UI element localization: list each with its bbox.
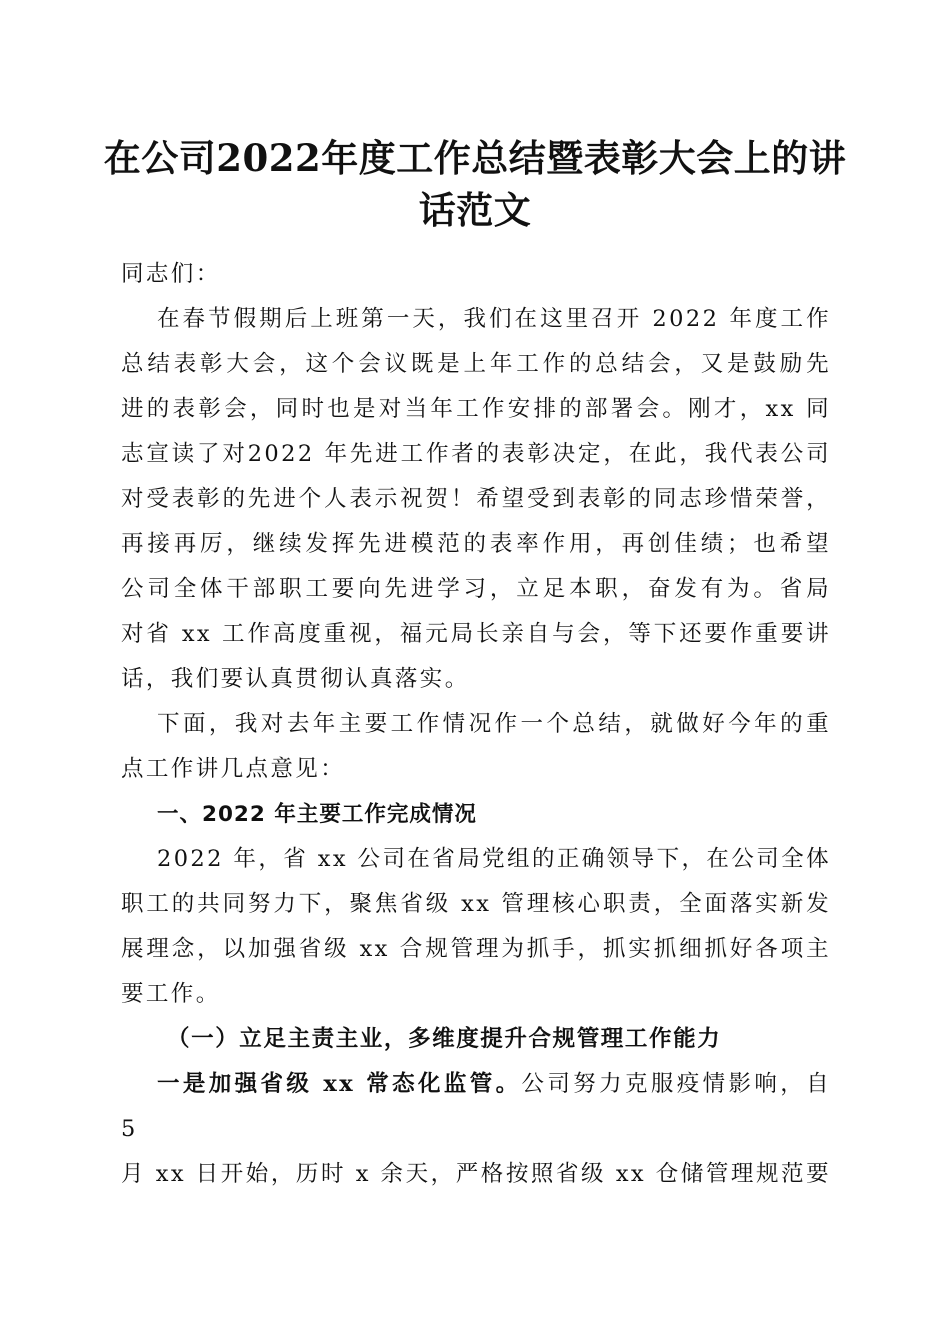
text-line: 公司全体干部职工要向先进学习，立足本职，奋发有为。省局 [121, 576, 831, 602]
text-line: 下面，我对去年主要工作情况作一个总结，就做好今年的重 [157, 711, 831, 737]
document-body [121, 252, 831, 1197]
subsection-heading: （一）立足主责主业，多维度提升合规管理工作能力 [167, 1026, 722, 1052]
paragraph-intro [121, 702, 831, 792]
text-line: 2022 年，省 xx 公司在省局党组的正确领导下，在公司全体 [157, 846, 831, 872]
paragraph-opening [121, 297, 831, 702]
lead-phrase: 一是加强省级 xx 常态化监管。 [157, 1071, 522, 1097]
title-line-1: 在公司2022年度工作总结暨表彰大会上的讲 [103, 136, 847, 180]
section-heading: 一、2022 年主要工作完成情况 [157, 802, 477, 827]
text-line: 话，我们要认真贯彻认真落实。 [121, 666, 470, 692]
text-line: 对受表彰的先进个人表示祝贺！希望受到表彰的同志珍惜荣誉， [121, 486, 831, 512]
text-line: 职工的共同努力下，聚焦省级 xx 管理核心职责，全面落实新发 [121, 891, 831, 917]
text-line: 对省 xx 工作高度重视，福元局长亲自与会，等下还要作重要讲 [121, 621, 831, 647]
text-line: 月 xx 日开始，历时 x 余天，严格按照省级 xx 仓储管理规范要 [121, 1161, 831, 1187]
text-line: 要工作。 [121, 981, 221, 1007]
salutation: 同志们： [121, 261, 221, 287]
document-title [100, 132, 850, 236]
text-span: 公司努力克服疫情影响，自 5 [121, 1071, 831, 1142]
text-line [121, 1062, 831, 1152]
paragraph-summary [121, 837, 831, 1017]
paragraph-supervision [121, 1062, 831, 1197]
text-line: 志宣读了对2022 年先进工作者的表彰决定，在此，我代表公司 [121, 441, 831, 467]
text-line: 再接再厉，继续发挥先进模范的表率作用，再创佳绩；也希望 [121, 531, 831, 557]
text-line: 点工作讲几点意见： [121, 756, 346, 782]
text-line: 总结表彰大会，这个会议既是上年工作的总结会，又是鼓励先 [121, 351, 831, 377]
text-line: 在春节假期后上班第一天，我们在这里召开 2022 年度工作 [157, 306, 831, 332]
title-line-2: 话范文 [418, 188, 532, 232]
text-line: 展理念，以加强省级 xx 合规管理为抓手，抓实抓细抓好各项主 [121, 936, 831, 962]
text-line: 进的表彰会，同时也是对当年工作安排的部署会。刚才，xx 同 [121, 396, 831, 422]
